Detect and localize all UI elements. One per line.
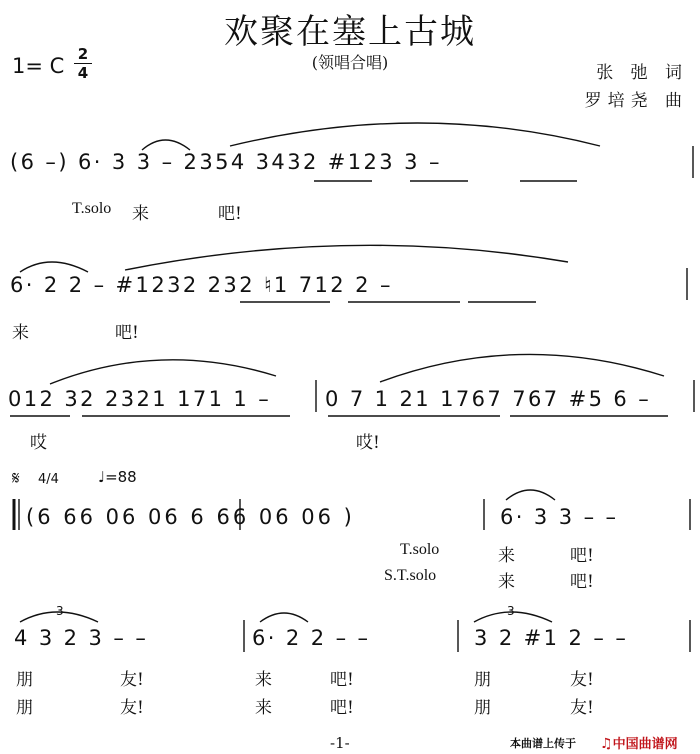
slur — [20, 612, 98, 622]
line5-lyric-r2-2: 友! — [120, 698, 144, 718]
line5-lyric-r2-5: 朋 — [474, 698, 491, 718]
line4-lyric-ba-2: 吧! — [570, 572, 594, 592]
line5-lyric-r1-6: 友! — [570, 670, 594, 690]
line4-lyric-lai-1: 来 — [498, 546, 515, 566]
time-sig-bottom: 4 — [77, 64, 89, 82]
score-subtitle: (领唱合唱) — [311, 53, 389, 72]
line4-tempo: ♩=88 — [98, 468, 137, 486]
line3-notation-a: 012 32 2321 171 1 – — [8, 387, 272, 411]
page-number: -1- — [330, 734, 350, 752]
line5-lyric-r2-3: 来 — [255, 698, 272, 718]
site-name: 中国曲谱网 — [612, 737, 678, 752]
line5-lyric-r2-1: 朋 — [16, 698, 33, 718]
triplet-mark-2: 3 — [507, 604, 515, 618]
line3-notation-b: 0 7 1 21 1767 767 #5 6 – — [325, 387, 652, 411]
line1-lyric-lai: 来 — [132, 204, 149, 224]
segno-icon: 𝄋 — [12, 468, 20, 489]
line2-lyric-ba: 吧! — [115, 323, 139, 343]
time-sig-top: 2 — [77, 45, 89, 63]
line4-lyric-ba-1: 吧! — [570, 546, 594, 566]
music-note-icon: ♫ — [600, 736, 613, 752]
line5-lyric-r2-4: 吧! — [330, 698, 354, 718]
line5-lyric-r1-5: 朋 — [474, 670, 491, 690]
line5-lyric-r1-3: 来 — [255, 670, 272, 690]
line4-notation-solo: 6· 3 3 – – — [500, 505, 619, 529]
slur — [125, 245, 568, 270]
line1-lyric-ba: 吧! — [218, 204, 242, 224]
score-title: 欢聚在塞上古城 — [224, 12, 476, 52]
slur — [260, 613, 308, 622]
slur — [506, 490, 555, 500]
line3-lyric-ai-1: 哎 — [30, 433, 47, 453]
line5-notation-c: 3 2 #1 2 – – — [474, 626, 629, 650]
composer-credit: 罗培尧 曲 — [584, 91, 688, 111]
line4-lyric-lai-2: 来 — [498, 572, 515, 592]
lyricist-credit: 张 弛 词 — [596, 63, 688, 83]
line3-lyric-ai-2: 哎! — [356, 433, 380, 453]
line2-notation: 6· 2 2 – #1232 232 ♮1 712 2 – — [10, 273, 393, 297]
line5-lyric-r2-6: 友! — [570, 698, 594, 718]
slur — [50, 360, 276, 384]
key-signature: 1= C — [12, 54, 65, 78]
line4-solo-t: T.solo — [400, 541, 440, 558]
line2-lyric-lai: 来 — [12, 323, 29, 343]
slur — [380, 354, 664, 382]
line4-time-signature: 4/4 — [38, 472, 59, 487]
line5-lyric-r1-1: 朋 — [16, 670, 33, 690]
triplet-mark-1: 3 — [56, 604, 64, 618]
line1-notation: (6 –) 6· 3 3 – 2354 3432 #123 3 – — [10, 150, 442, 174]
line4-solo-st: S.T.solo — [384, 567, 437, 584]
line4-notation-intro: (6 66 06 06 6 66 06 06 ) — [26, 505, 355, 529]
slur — [142, 140, 190, 150]
slur — [20, 262, 88, 272]
slur — [230, 123, 600, 146]
upload-note: 本曲谱上传于 — [510, 737, 576, 750]
line5-notation-b: 6· 2 2 – – — [252, 626, 371, 650]
line1-solo-label: T.solo — [72, 200, 112, 217]
line5-lyric-r1-4: 吧! — [330, 670, 354, 690]
line5-notation-a: 4 3 2 3 – – — [14, 626, 149, 650]
slur — [474, 612, 552, 622]
line5-lyric-r1-2: 友! — [120, 670, 144, 690]
